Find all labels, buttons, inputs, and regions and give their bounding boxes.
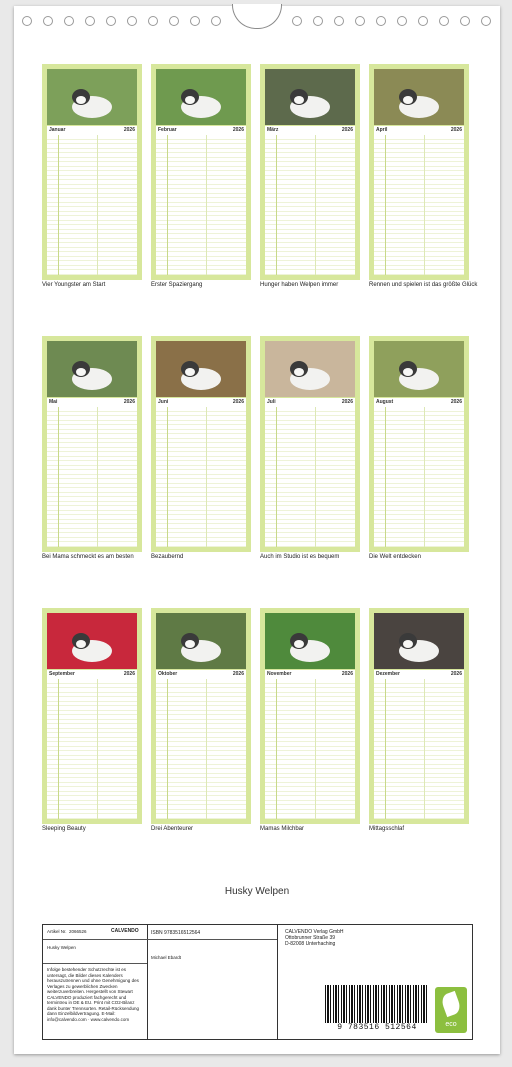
puppy-face — [403, 368, 413, 376]
month-photo — [265, 69, 355, 125]
month-year: 2026 — [341, 399, 353, 405]
puppy-photo — [265, 613, 355, 669]
month-header — [265, 398, 355, 407]
binding-hole — [481, 16, 491, 26]
product-name: Husky Welpen — [47, 945, 76, 950]
month-tile — [260, 336, 360, 552]
binding-hole — [418, 16, 428, 26]
puppy-photo — [47, 69, 137, 125]
month-tile — [151, 608, 251, 824]
month-tile — [369, 64, 469, 280]
month-year: 2026 — [232, 127, 244, 133]
isbn: ISBN 9783516512564 — [151, 930, 201, 936]
footer-middle-column — [147, 925, 278, 1039]
month-year: 2026 — [450, 399, 462, 405]
month-caption: Mamas Milchbar — [260, 826, 305, 832]
month-header — [156, 670, 246, 679]
binding-hole — [64, 16, 74, 26]
month-tile — [42, 336, 142, 552]
puppy-face — [403, 640, 413, 648]
day-grid — [374, 407, 464, 547]
month-photo — [47, 613, 137, 669]
month-name: Juni — [158, 399, 169, 405]
leaf-icon — [440, 991, 463, 1017]
month-header — [47, 126, 137, 135]
month-caption: Sleeping Beauty — [42, 826, 86, 832]
puppy-face — [294, 368, 304, 376]
product-cell — [43, 939, 147, 964]
month-tile — [369, 336, 469, 552]
article-cell — [43, 925, 147, 940]
isbn-cell — [147, 925, 277, 940]
binding-hole — [313, 16, 323, 26]
publisher-line: D-82008 Unterhaching — [285, 941, 336, 947]
month-name: November — [267, 671, 292, 677]
footer-left-column — [43, 925, 148, 1039]
month-photo — [156, 613, 246, 669]
day-grid — [265, 407, 355, 547]
month-caption: Hunger haben Welpen immer — [260, 282, 339, 288]
eco-label: eco — [445, 1021, 457, 1028]
day-grid — [265, 679, 355, 819]
puppy-face — [76, 640, 86, 648]
publisher-line: CALVENDO Verlag GmbH — [285, 929, 344, 935]
binding-hole — [22, 16, 32, 26]
month-year: 2026 — [450, 671, 462, 677]
binding-hole — [85, 16, 95, 26]
month-name: Januar — [49, 127, 66, 133]
month-tile — [151, 64, 251, 280]
month-name: September — [49, 671, 75, 677]
day-grid — [156, 407, 246, 547]
month-photo — [47, 69, 137, 125]
month-photo — [374, 613, 464, 669]
calendar-title: Husky Welpen — [224, 886, 290, 897]
month-photo — [47, 341, 137, 397]
month-year: 2026 — [123, 399, 135, 405]
binding-hole — [292, 16, 302, 26]
month-caption: Bezaubernd — [151, 554, 184, 560]
day-grid — [374, 679, 464, 819]
month-photo — [374, 341, 464, 397]
month-caption: Rennen und spielen ist das größte Glück — [369, 282, 478, 288]
puppy-photo — [374, 341, 464, 397]
month-tile — [151, 336, 251, 552]
month-caption: Drei Abenteurer — [151, 826, 194, 832]
puppy-face — [403, 96, 413, 104]
month-year: 2026 — [123, 671, 135, 677]
binding-hole — [169, 16, 179, 26]
footer-info — [42, 924, 473, 1040]
calendar-page — [14, 6, 500, 1054]
month-caption: Die Welt entdecken — [369, 554, 421, 560]
day-grid — [156, 679, 246, 819]
binding-hole — [397, 16, 407, 26]
month-header — [374, 670, 464, 679]
month-header — [265, 670, 355, 679]
author: Michael Ebardt — [151, 955, 182, 960]
puppy-face — [185, 96, 195, 104]
month-year: 2026 — [232, 399, 244, 405]
day-grid — [156, 135, 246, 275]
binding-hole — [190, 16, 200, 26]
publisher-address — [285, 929, 344, 947]
day-grid — [265, 135, 355, 275]
day-grid — [374, 135, 464, 275]
month-year: 2026 — [232, 671, 244, 677]
puppy-face — [76, 368, 86, 376]
barcode-bars — [325, 985, 429, 1023]
month-tile — [369, 608, 469, 824]
puppy-photo — [156, 613, 246, 669]
month-photo — [374, 69, 464, 125]
puppy-photo — [156, 341, 246, 397]
puppy-face — [76, 96, 86, 104]
binding-hole — [148, 16, 158, 26]
binding-hole — [127, 16, 137, 26]
month-photo — [156, 69, 246, 125]
month-caption: Erster Spaziergang — [151, 282, 203, 288]
puppy-face — [294, 96, 304, 104]
binding-hole — [376, 16, 386, 26]
month-header — [265, 126, 355, 135]
binding-hole — [460, 16, 470, 26]
month-name: Dezember — [376, 671, 400, 677]
month-name: Juli — [267, 399, 276, 405]
puppy-photo — [47, 341, 137, 397]
month-tile — [42, 608, 142, 824]
month-header — [156, 398, 246, 407]
month-year: 2026 — [450, 127, 462, 133]
puppy-photo — [265, 341, 355, 397]
month-header — [374, 126, 464, 135]
barcode-number: 9 783516 512564 — [337, 1023, 417, 1032]
month-year: 2026 — [341, 127, 353, 133]
month-caption: Mittagsschlaf — [369, 826, 405, 832]
month-tile — [260, 608, 360, 824]
month-name: Februar — [158, 127, 177, 133]
puppy-photo — [374, 613, 464, 669]
puppy-photo — [156, 69, 246, 125]
publisher-line: Ottobrunner Straße 39 — [285, 935, 336, 941]
month-photo — [265, 341, 355, 397]
binding-hole — [211, 16, 221, 26]
month-tile — [42, 64, 142, 280]
binding-hole — [355, 16, 365, 26]
month-name: April — [376, 127, 388, 133]
day-grid — [47, 407, 137, 547]
month-header — [156, 126, 246, 135]
day-grid — [47, 679, 137, 819]
puppy-face — [294, 640, 304, 648]
puppy-face — [185, 368, 195, 376]
month-photo — [156, 341, 246, 397]
month-tile — [260, 64, 360, 280]
puppy-photo — [374, 69, 464, 125]
month-name: Oktober — [158, 671, 178, 677]
month-name: August — [376, 399, 394, 405]
month-year: 2026 — [341, 671, 353, 677]
binding-hole — [439, 16, 449, 26]
month-header — [47, 398, 137, 407]
month-name: März — [267, 127, 279, 133]
month-caption: Auch im Studio ist es bequem — [260, 554, 340, 560]
article-number: 2066526 — [69, 929, 87, 934]
month-caption: Bei Mama schmeckt es am besten — [42, 554, 134, 560]
barcode — [325, 985, 429, 1031]
brand-logo: CALVENDO — [111, 928, 139, 934]
eco-badge — [435, 987, 467, 1033]
month-header — [374, 398, 464, 407]
month-header — [47, 670, 137, 679]
month-year: 2026 — [123, 127, 135, 133]
binding-hole — [43, 16, 53, 26]
binding-hole — [106, 16, 116, 26]
binding-hole — [334, 16, 344, 26]
puppy-face — [185, 640, 195, 648]
month-photo — [265, 613, 355, 669]
puppy-photo — [265, 69, 355, 125]
month-name: Mai — [49, 399, 58, 405]
legal-text: Infolge bestehender Schutzrechte ist es untersagt, die Bilder dieses Kalenders herauszutrennen und ohne Genehmigung des Verlages zu gewerblichen Zwecken weiterzuverbreiten. Hergestellt von Stewart CALVENDO produziert fachgerecht und termintreu in DE & EU. Print mit CO2-Bilanz dank bunter Trennsorten. Retail-Rücksendung dann Einzelbildvertragung. E-Mail: info@calvendo.com · www.calvendo.com — [47, 967, 140, 1022]
article-label: Artikel Nr. — [47, 929, 67, 934]
day-grid — [47, 135, 137, 275]
month-caption: Vier Youngster am Start — [42, 282, 106, 288]
puppy-photo — [47, 613, 137, 669]
